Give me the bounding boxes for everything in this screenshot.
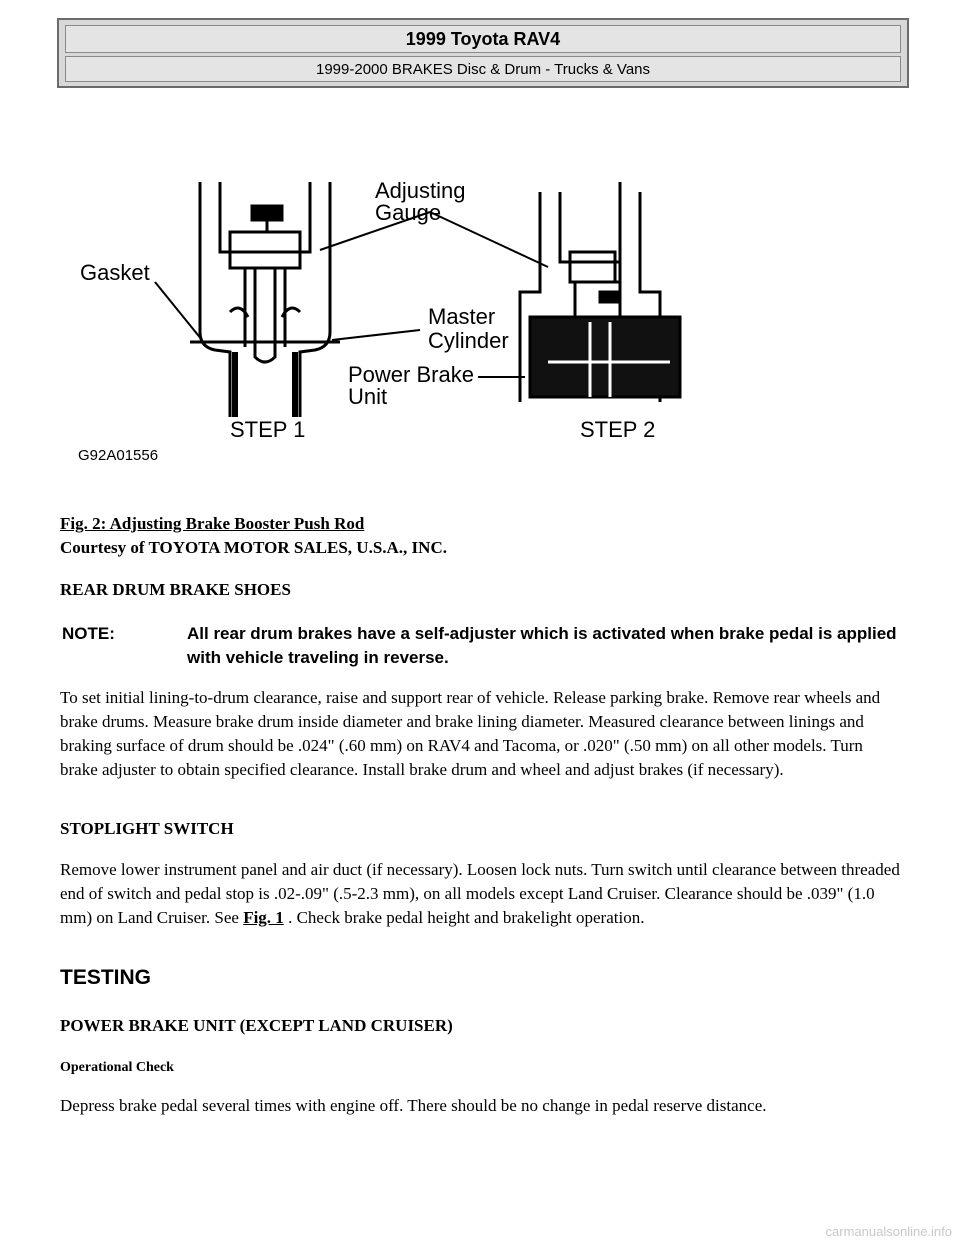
label-master: Master xyxy=(428,304,496,329)
figure-code: G92A01556 xyxy=(78,447,159,464)
footer-site[interactable]: carmanualsonline.info xyxy=(825,1224,952,1239)
power-brake-heading: POWER BRAKE UNIT (EXCEPT LAND CRUISER) xyxy=(60,1016,453,1035)
brake-booster-figure xyxy=(70,172,710,472)
stoplight-text-a: Remove lower instrument panel and air duct (if necessary). Loosen lock nuts. Turn switch until clearance between threaded end of switch and pedal stop is .02-.09" (.5-2.3 mm), on all models except Land Cruiser. Clearance should be .039" (1.0 mm) on Land Cruiser. See xyxy=(60,860,900,927)
stoplight-paragraph xyxy=(60,858,900,930)
vehicle-title: 1999 Toyota RAV4 xyxy=(65,25,901,53)
note-text: All rear drum brakes have a self-adjuster which is activated when brake pedal is applied with vehicle traveling in reverse. xyxy=(187,624,897,667)
figure-caption[interactable]: Fig. 2: Adjusting Brake Booster Push Rod xyxy=(60,514,365,533)
operational-paragraph: Depress brake pedal several times with engine off. There should be no change in pedal reserve distance. xyxy=(60,1096,767,1115)
label-power-brake: Power Brake xyxy=(348,362,474,387)
section-subtitle: 1999-2000 BRAKES Disc & Drum - Trucks & Vans xyxy=(65,56,901,82)
testing-heading: TESTING xyxy=(60,966,152,989)
stoplight-text-b: . Check brake pedal height and brakelight operation. xyxy=(283,908,645,927)
note-label: NOTE: xyxy=(62,624,115,643)
label-gasket: Gasket xyxy=(80,260,150,285)
document-header xyxy=(57,18,909,88)
rear-drum-heading: REAR DRUM BRAKE SHOES xyxy=(60,580,291,599)
figure-courtesy: Courtesy of TOYOTA MOTOR SALES, U.S.A., INC. xyxy=(60,538,447,557)
label-step1: STEP 1 xyxy=(230,417,306,442)
fig-1-link[interactable]: Fig. 1 xyxy=(243,908,284,927)
label-gauge: Gauge xyxy=(375,200,442,225)
rear-drum-paragraph: To set initial lining-to-drum clearance, raise and support rear of vehicle. Release parking brake. Remove rear wheels and brake drums. Measure brake drum inside diameter and brake lining diameter. Measured clearance between linings and braking surface of drum should be .024" (.60 mm) on RAV4 and Tacoma, or .020" (.50 mm) on all other models. Turn brake adjuster to obtain specified clearance. Install brake drum and wheel and adjust brakes (if necessary). xyxy=(60,688,881,779)
label-step2: STEP 2 xyxy=(580,417,656,442)
label-cylinder: Cylinder xyxy=(428,328,509,353)
footer xyxy=(0,1222,960,1242)
label-adjusting: Adjusting xyxy=(375,178,466,203)
label-unit: Unit xyxy=(348,384,388,409)
stoplight-heading: STOPLIGHT SWITCH xyxy=(60,819,234,838)
operational-heading: Operational Check xyxy=(60,1060,174,1075)
